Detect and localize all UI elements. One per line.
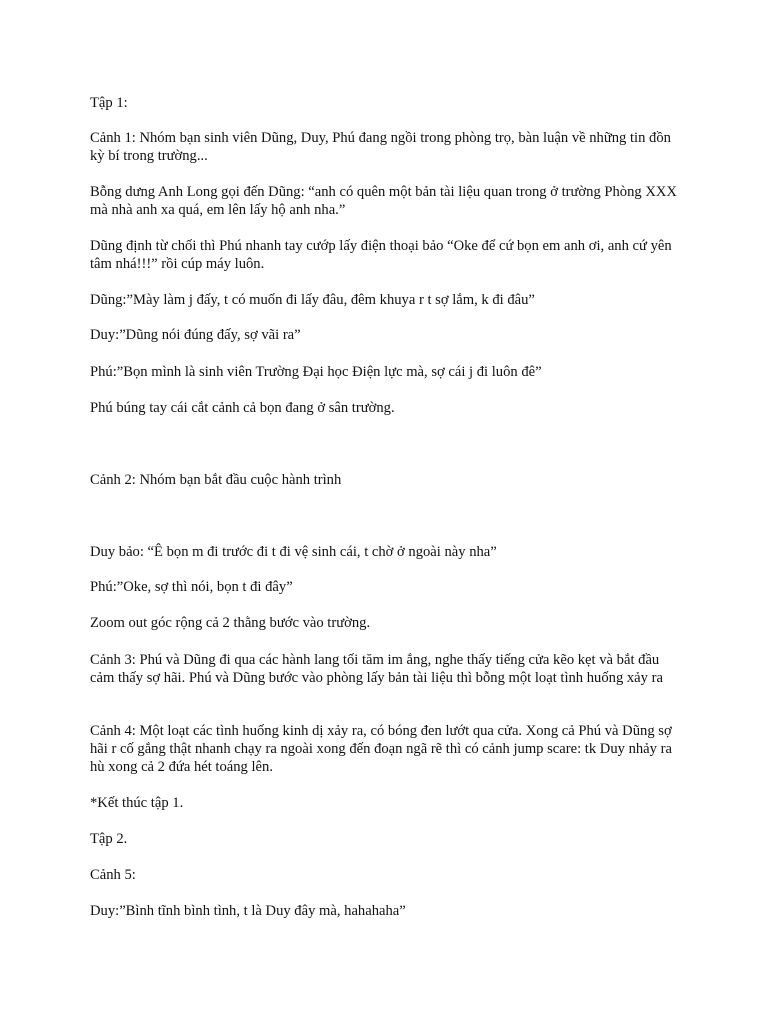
dialogue-phu: Phú:”Bọn mình là sinh viên Trường Đại học Điện lực mà, sợ cái j đi luôn đê” [90, 364, 542, 380]
episode-2-heading: Tập 2. [90, 831, 128, 847]
dialogue-phu-2: Phú:”Oke, sợ thì nói, bọn t đi đây” [90, 579, 293, 595]
phone-grab-paragraph: Dũng định từ chối thì Phú nhanh tay cướp lấy điện thoại bảo “Oke để cứ bọn em anh ơi, anh cứ yên tâm nhá!!!” rồi cúp máy luôn. [90, 238, 672, 272]
dialogue-duy: Duy:”Dũng nói đúng đấy, sợ vãi ra” [90, 327, 301, 343]
episode-end-paragraph: *Kết thúc tập 1. [90, 795, 184, 811]
scene-cut-paragraph: Phú búng tay cái cắt cảnh cả bọn đang ở sân trường. [90, 400, 395, 416]
scene-5-heading: Cảnh 5: [90, 867, 136, 883]
dialogue-duy-2: Duy bảo: “Ê bọn m đi trước đi t đi vệ sinh cái, t chờ ở ngoài này nha” [90, 544, 497, 560]
scene-3-paragraph: Cảnh 3: Phú và Dũng đi qua các hành lang tối tăm im ắng, nghe thấy tiếng cửa kẽo kẹt và bắt đầu cảm thấy sợ hãi. Phú và Dũng bước vào phòng lấy bản tài liệu thì bỗng một loạt tình huống xảy ra [90, 652, 663, 686]
episode-heading: Tập 1: [90, 95, 128, 111]
scene-2-paragraph: Cảnh 2: Nhóm bạn bắt đầu cuộc hành trình [90, 472, 342, 488]
scene-1-paragraph: Cảnh 1: Nhóm bạn sinh viên Dũng, Duy, Phú đang ngồi trong phòng trọ, bàn luận về những tin đồn kỳ bí trong trường... [90, 130, 671, 164]
dialogue-dung: Dũng:”Mày làm j đấy, t có muốn đi lấy đâu, đêm khuya r t sợ lắm, k đi đâu” [90, 292, 535, 308]
zoom-out-paragraph: Zoom out góc rộng cả 2 thằng bước vào trường. [90, 615, 371, 631]
scene-4-paragraph: Cảnh 4: Một loạt các tình huống kinh dị xảy ra, có bóng đen lướt qua cửa. Xong cả Phú và Dũng sợ hãi r cố gắng thật nhanh chạy ra ngoài xong đến đoạn ngã rẽ thì có cảnh jump scare: tk Duy nhảy ra hù xong cả 2 đứa hét toáng lên. [90, 723, 672, 775]
phone-call-paragraph: Bỗng dưng Anh Long gọi đến Dũng: “anh có quên một bản tài liệu quan trong ở trường Phòng XXX mà nhà anh xa quá, em lên lấy hộ anh nha.” [90, 184, 677, 218]
dialogue-duy-3: Duy:”Bình tĩnh bình tình, t là Duy đây mà, hahahaha” [90, 903, 406, 919]
